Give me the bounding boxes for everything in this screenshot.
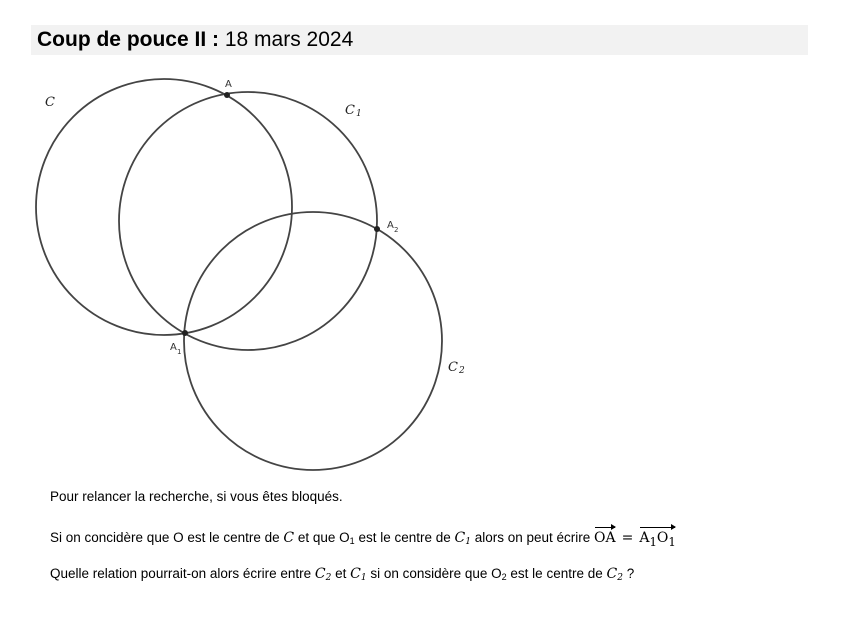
vector-a1o1: $A_1O_1$ (639, 525, 675, 551)
label-a2: A (387, 220, 394, 231)
label-a2-sub: 2 (394, 226, 399, 234)
label-a: A (225, 79, 232, 90)
label-circle-c1-sub: 1 (356, 109, 362, 119)
symbol-c1-q: $C_1$ (350, 566, 367, 583)
vector-oa: OA (594, 525, 616, 547)
symbol-c2-b: $C_2$ (606, 566, 623, 583)
symbol-c2: $C_2$ (314, 566, 332, 583)
label-a1: A (170, 342, 177, 353)
point-a2 (374, 226, 380, 232)
symbol-c1: $C_1$ (454, 530, 471, 547)
symbol-c: C (283, 530, 295, 546)
label-circle-c2-sub: 2 (459, 366, 465, 376)
title-date: 18 mars 2024 (224, 28, 354, 51)
paragraph-question: Quelle relation pourrait-on alors écrire entre $C_2$ et $C_1$ si on considère que $O_2$ est le centre de $C_2$ ? (50, 566, 635, 583)
label-circle-c2: C (448, 360, 458, 375)
circle-c (36, 79, 292, 335)
circle-c1 (119, 92, 377, 350)
paragraph-vector-relation: Si on concidère que O est le centre de C et que $O_1$ est le centre de $C_1$ alors on peut écrire OA = $A_1O_1$ (50, 525, 676, 551)
point-a (224, 92, 230, 98)
title-bold: Coup de pouce II : (37, 28, 219, 51)
label-circle-c1: C (345, 103, 355, 118)
point-a1 (182, 330, 188, 336)
circle-c2 (184, 212, 442, 470)
equals-sign: = (621, 530, 634, 546)
paragraph-hint: Pour relancer la recherche, si vous êtes bloqués. (50, 489, 343, 504)
label-a1-sub: 1 (177, 348, 182, 356)
label-circle-c: C (45, 95, 55, 110)
